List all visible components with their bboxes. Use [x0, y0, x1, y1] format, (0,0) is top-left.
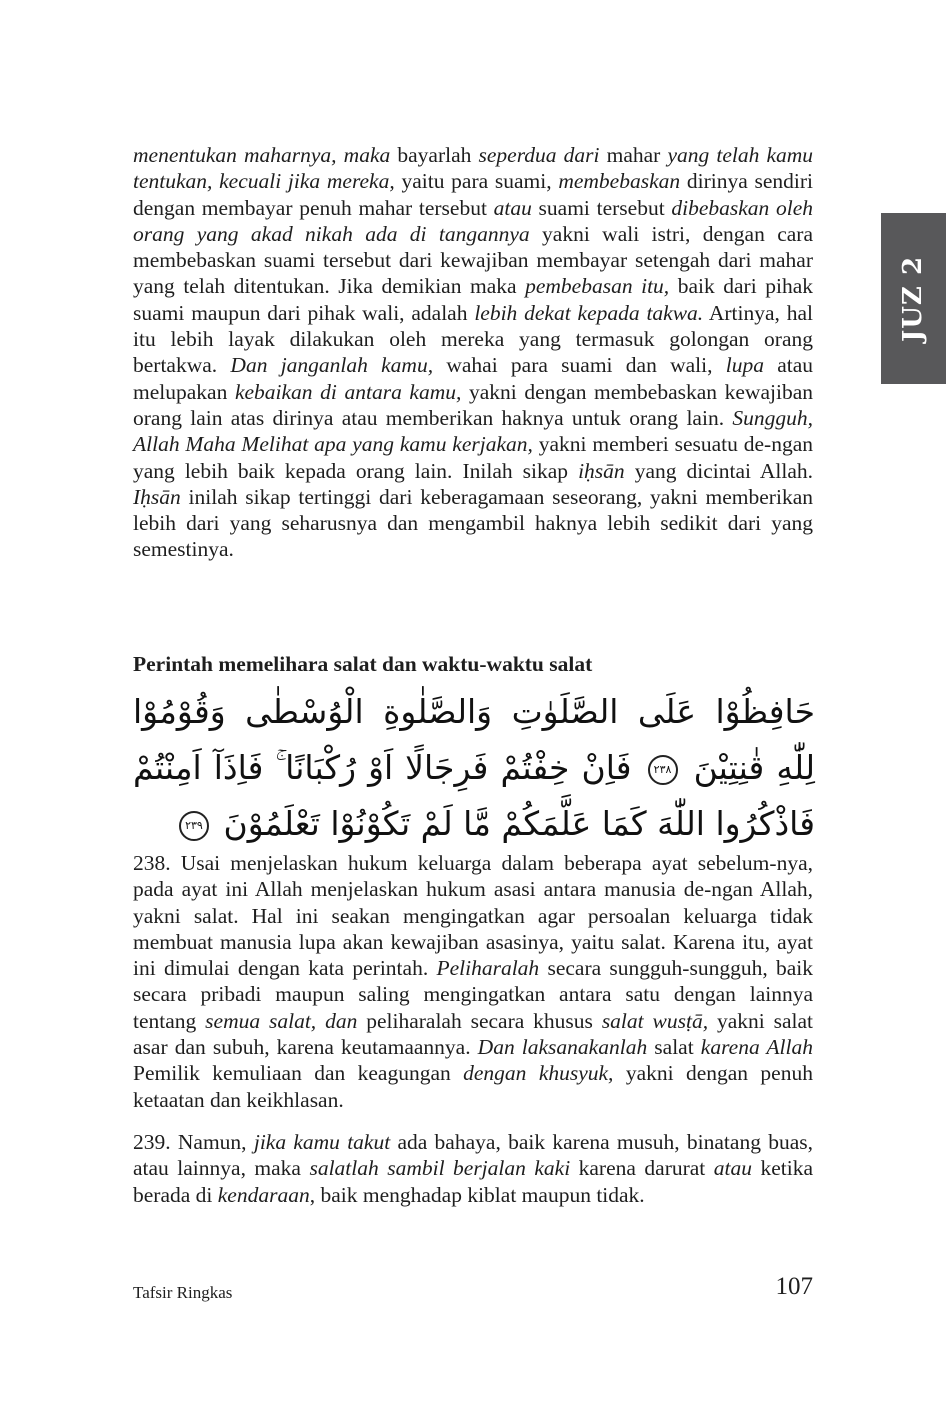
italic-run: atau — [713, 1156, 752, 1181]
italic-run: salat wusṭā, — [601, 1008, 709, 1033]
text-run: yakni dengan membebaskan kewajiban orang lain atas dirinya atau memberikan haknya untuk orang lain. — [133, 379, 813, 430]
text-run: yakni salat asar dan subuh, karena keutamaannya. — [133, 1008, 814, 1060]
arabic-verse-block — [133, 684, 815, 852]
italic-run: Sungguh, Allah Maha Melihat apa yang kamu kerjakan, — [133, 405, 813, 457]
arabic-verse-238: حَافِظُوْا عَلَى الصَّلَوٰتِ وَالصَّلٰوةِ الْوُسْطٰى وَقُوْمُوْا لِلّٰهِ قٰنِتِيْنَ — [133, 692, 816, 787]
section-heading: Perintah memelihara salat dan waktu-waktu salat — [133, 652, 593, 676]
text-run: wahai para suami dan wali, — [433, 353, 726, 378]
italic-run: membebaskan — [558, 169, 681, 194]
text-run: dirinya sendiri dengan membayar penuh mahar tersebut — [133, 169, 813, 220]
text-run: yakni memberi sesuatu de-ngan yang lebih baik kepada orang lain. Inilah sikap — [133, 432, 813, 483]
italic-run: Dan laksanakanlah — [477, 1035, 648, 1060]
italic-run: Iḥsān — [133, 484, 181, 509]
text-run: ketika berada di — [133, 1156, 814, 1207]
italic-run: Dan janganlah kamu, — [230, 353, 434, 378]
text-run: yaitu para suami, — [394, 169, 559, 194]
text-run: yang dicintai Allah. — [624, 458, 813, 483]
italic-run: seperdua dari — [478, 143, 600, 167]
ayah-marker-238: ٢٣٨ — [648, 755, 678, 785]
text-run: atau melupakan — [133, 353, 814, 404]
text-run: ada bahaya, baik karena musuh, binatang buas, atau lainnya, maka — [133, 1130, 813, 1181]
footer-page-number: 107 — [775, 1273, 813, 1300]
italic-run: dibebaskan oleh orang yang akad nikah ada di tangannya — [133, 195, 813, 246]
italic-run: karena Allah — [700, 1035, 813, 1060]
italic-run: yang telah kamu tentukan, kecuali jika mereka, — [133, 143, 814, 194]
arabic-verse-239: فَاِنْ خِفْتُمْ فَرِجَالًا اَوْ رُكْبَانًا ۚ فَاِذَآ اَمِنْتُمْ فَاذْكُرُوا اللّٰهَ كَمَا عَلَّمَكُمْ مَّا لَمْ تَكُوْنُوْا تَعْلَمُوْنَ — [133, 748, 815, 843]
text-run: inilah sikap tertinggi dari keberagamaan seseorang, yakni memberikan lebih dari yang seharusnya dan mengambil haknya lebih sedikit dari yang semestinya. — [133, 484, 813, 562]
paragraph-1 — [133, 142, 813, 563]
italic-run: iḥsān — [578, 458, 625, 483]
paragraph-239 — [133, 1129, 813, 1208]
text-run: 239. Namun, — [133, 1130, 254, 1154]
italic-run: lebih dekat kepada takwa. — [474, 300, 704, 325]
text-run: , baik menghadap kiblat maupun tidak. — [309, 1182, 645, 1207]
text-run: Artinya, hal itu lebih layak dilakukan oleh mereka yang termasuk golongan orang bertakwa. — [133, 300, 813, 378]
text-run: salat — [647, 1035, 701, 1060]
text-run: Pemilik kemuliaan dan keagungan — [133, 1061, 464, 1086]
text-run: yakni dengan penuh ketaatan dan keikhlasan. — [133, 1061, 813, 1112]
italic-run: menentukan maharnya, maka — [133, 143, 391, 167]
juz-side-tab — [881, 213, 946, 384]
text-run: mahar — [599, 143, 668, 167]
text-run: yakni wali istri, dengan cara membebaskan suami tersebut dari kewajiban membayar setengah dari mahar yang telah ditentukan. Jika demikian maka — [133, 221, 813, 299]
italic-run: dengan khusyuk, — [463, 1061, 614, 1086]
italic-run: kendaraan — [217, 1182, 310, 1207]
italic-run: kebaikan di antara kamu, — [234, 379, 462, 404]
text-run: bayarlah — [390, 143, 479, 167]
italic-run: Peliharalah — [436, 956, 540, 981]
italic-run: pembebasan itu, — [525, 274, 670, 299]
ayah-marker-239: ٢٣٩ — [179, 811, 209, 841]
text-run: karena darurat — [570, 1156, 714, 1181]
juz-label: JUZ 2 — [898, 255, 929, 342]
italic-run: jika kamu takut — [253, 1130, 391, 1154]
text-run: secara sungguh-sungguh, baik secara pribadi maupun saling mengingatkan antara satu dengan lainnya tentang — [133, 956, 813, 1033]
text-run: baik dari pihak suami maupun dari pihak wali, adalah — [133, 274, 813, 325]
text-run: peliharalah secara khusus — [357, 1008, 602, 1033]
main-text-block — [133, 142, 813, 563]
italic-run: atau — [493, 195, 532, 220]
footer-book-title: Tafsir Ringkas — [133, 1283, 233, 1302]
italic-run: salatlah sambil berjalan kaki — [309, 1156, 571, 1181]
text-run: suami tersebut — [531, 195, 672, 220]
paragraph-238 — [133, 850, 813, 1113]
text-run: 238. Usai menjelaskan hukum keluarga dalam beberapa ayat sebelum-nya, pada ayat ini Allah menjelaskan hukum asasi antara manusia de-ngan Allah, yakni salat. Hal ini seakan mengingatkan agar persoalan keluarga tidak membuat manusia lupa akan kewajiban asasinya, yaitu salat. Karena itu, ayat ini dimulai dengan kata perintah. — [133, 851, 813, 981]
italic-run: semua salat, dan — [205, 1008, 358, 1033]
italic-run: lupa — [725, 353, 764, 378]
